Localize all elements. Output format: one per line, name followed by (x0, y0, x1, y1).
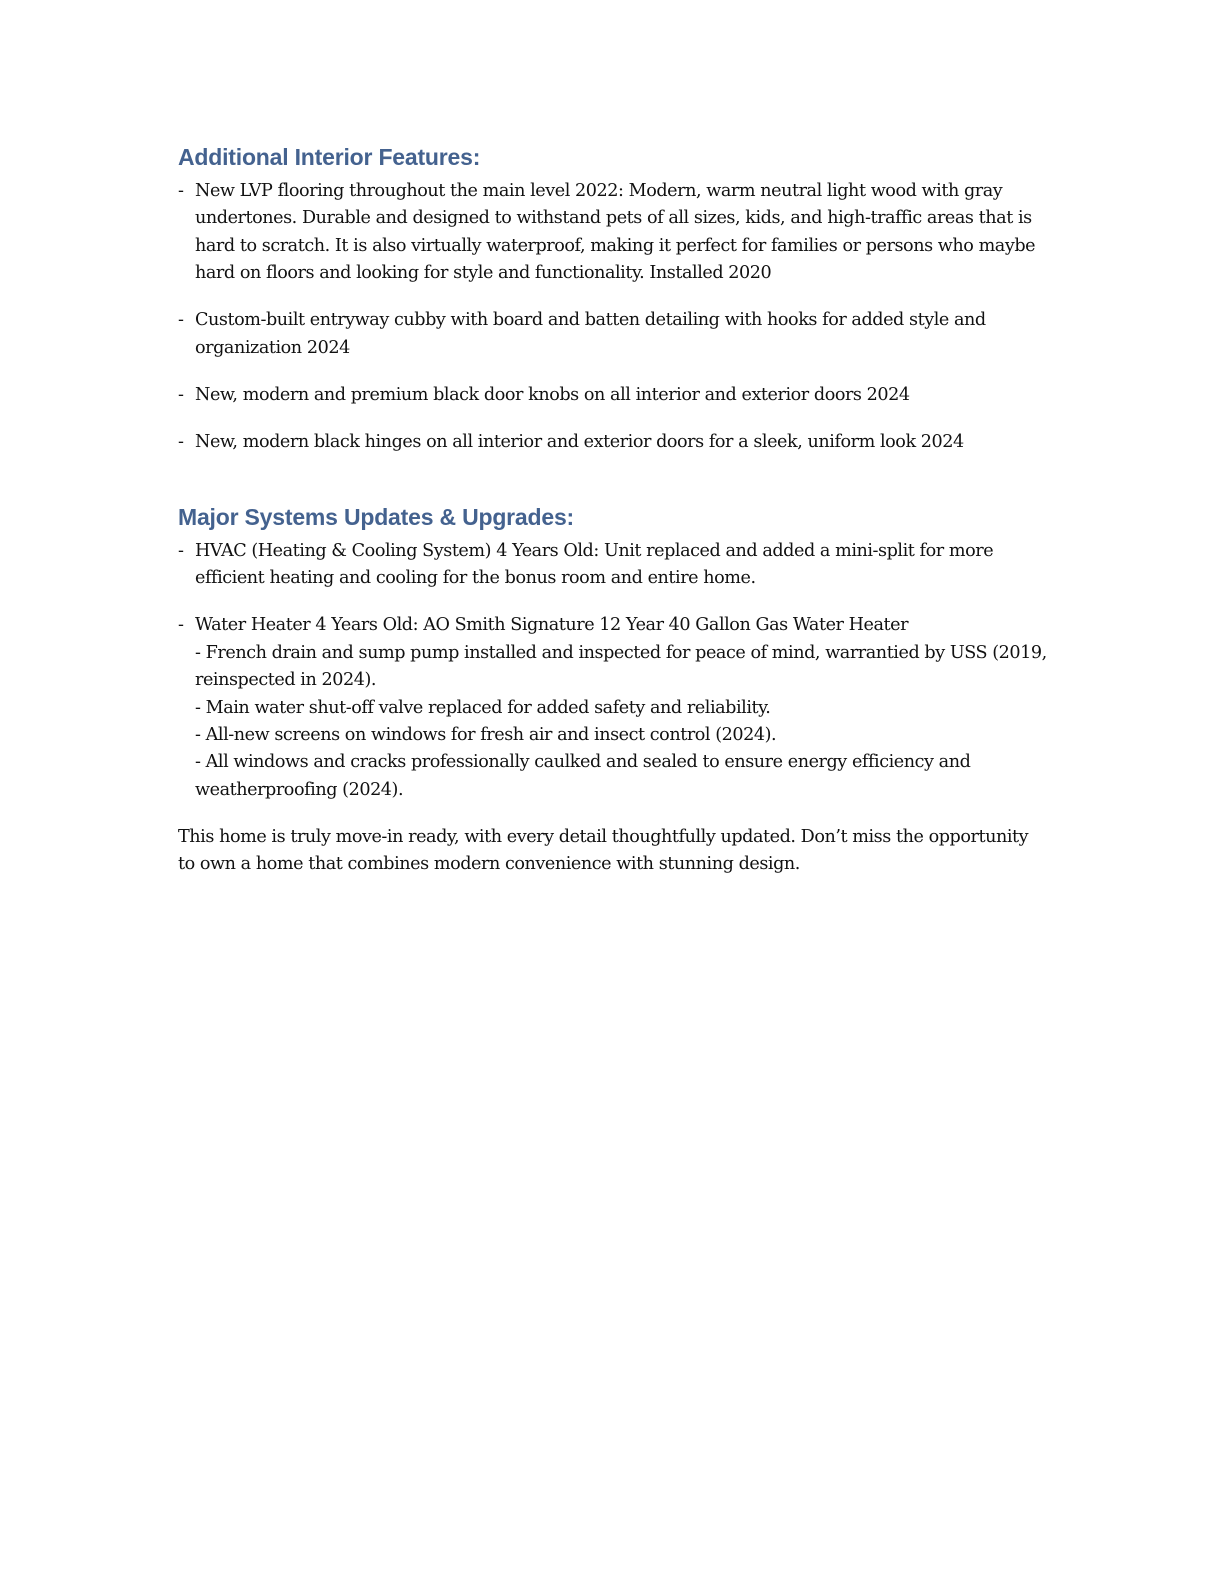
interior-features-list (178, 178, 1048, 456)
bullet-dash: - (178, 541, 184, 562)
list-item (178, 307, 1048, 362)
list-item (178, 612, 1048, 804)
bullet-dash: - (178, 431, 184, 452)
list-item (178, 178, 1048, 288)
closing-paragraph: This home is truly move-in ready, with every detail thoughtfully updated. Don’t miss the opportunity to own a home that combines modern convenience with stunning design. (178, 826, 1029, 875)
bullet-dash: - (178, 181, 184, 201)
list-item-text: Water Heater 4 Years Old: AO Smith Signature 12 Year 40 Gallon Gas Water Heater (195, 615, 909, 636)
list-item-text: HVAC (Heating & Cooling System) 4 Years Old: Unit replaced and added a mini-split for more efficient heating and cooling for the bonus room and entire home. (195, 541, 994, 589)
systems-updates-list (178, 538, 1048, 804)
list-item-text: New, modern and premium black door knobs on all interior and exterior doors 2024 (195, 384, 910, 405)
list-item-text: Custom-built entryway cubby with board and batten detailing with hooks for added style and organization 2024 (195, 310, 986, 358)
sub-item: - Main water shut-off valve replaced for added safety and reliability. (195, 697, 771, 718)
sub-item: - French drain and sump pump installed and inspected for peace of mind, warrantied by USS (2019, reinspected in 2024). (195, 642, 1047, 691)
bullet-dash: - (178, 384, 184, 405)
list-item (178, 429, 1048, 456)
sub-item: - All windows and cracks professionally caulked and sealed to ensure energy efficiency and weatherproofing (2024). (195, 752, 971, 800)
list-item-text: New LVP flooring throughout the main level 2022: Modern, warm neutral light wood with gray undertones. Durable and designed to withstand pets of all sizes, kids, and high-traffic areas that is hard to scratch. It is also virtually waterproof, making it perfect for families or persons who maybe hard on floors and looking for style and functionality. Installed 2020 (195, 181, 1036, 284)
bullet-dash: - (178, 615, 184, 636)
list-item (178, 538, 1048, 593)
section-heading-interior: Additional Interior Features: (178, 144, 481, 170)
section-heading-systems: Major Systems Updates & Upgrades: (178, 504, 575, 531)
bullet-dash: - (178, 310, 184, 331)
list-item (178, 382, 1048, 409)
list-item-text: New, modern black hinges on all interior and exterior doors for a sleek, uniform look 2024 (195, 431, 964, 452)
document-page (178, 140, 1048, 879)
sub-item: - All-new screens on windows for fresh air and insect control (2024). (195, 725, 777, 746)
